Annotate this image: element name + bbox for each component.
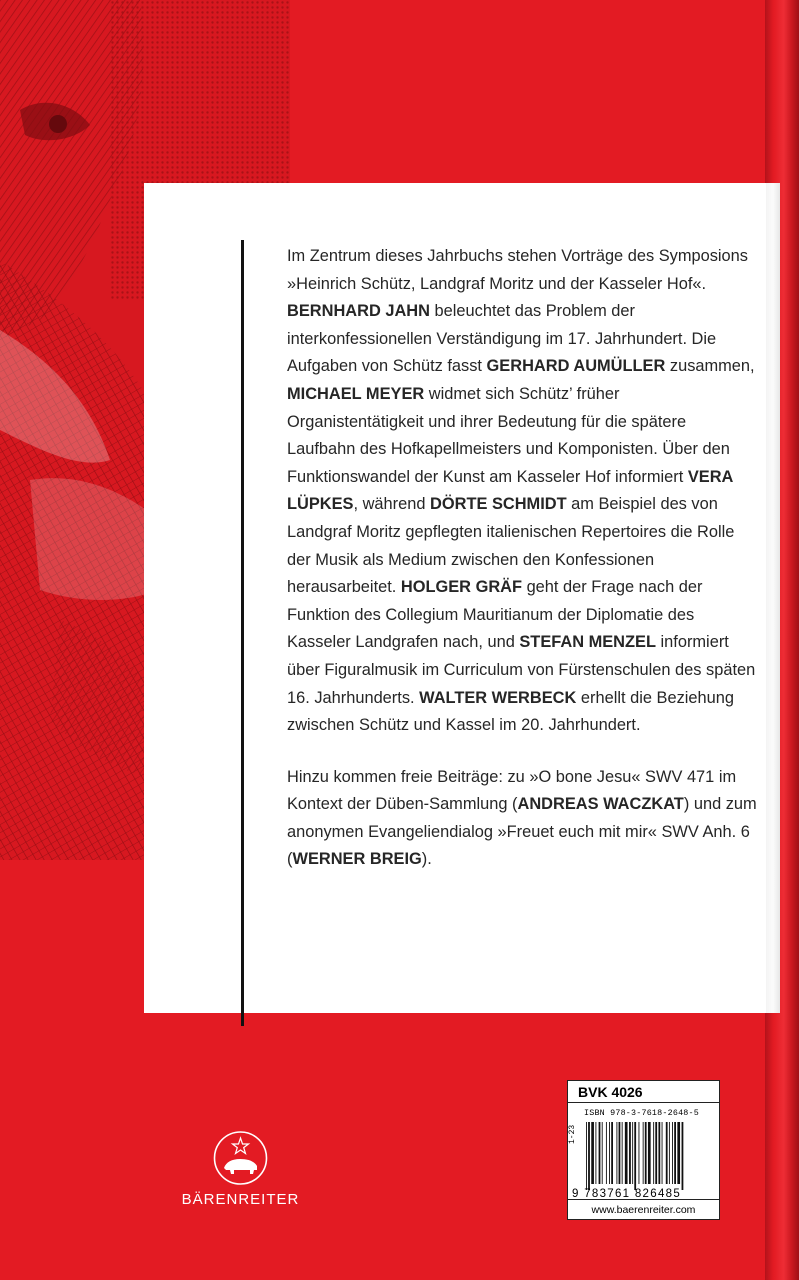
barcode-bar [632,1122,633,1184]
barcode-bar [602,1122,603,1184]
author-name: HOLGER GRÄF [400,578,523,597]
barcode-bar [586,1122,587,1190]
author-name: WALTER WERBECK [419,688,577,707]
text-run: geht der Frage nach der Funktion des Collegium Mauritianum der Diplomatie des Kasseler Landgrafen nach, und [287,578,703,652]
barcode-bar [588,1122,590,1190]
barcode-bar [658,1122,660,1184]
barcode-bar [625,1122,628,1184]
paragraph [287,764,757,874]
barcode-bar [677,1122,680,1184]
author-name: VERA LÜPKES [287,467,733,514]
author-name: WERNER BREIG [292,850,422,869]
isbn-text: ISBN 978-3-7618-2648-5 [584,1108,699,1118]
barcode-box [567,1080,720,1220]
barcode-bar [622,1122,623,1184]
author-name: MICHAEL MEYER [287,384,425,403]
publisher-name: BÄRENREITER [181,1191,300,1208]
barcode-bar [672,1122,673,1184]
barcode-bar [595,1122,596,1184]
barcode-bar [643,1122,644,1184]
barcode-bar [648,1122,651,1184]
barcode-bar [611,1122,613,1184]
author-name: BERNHARD JAHN [287,302,430,321]
barcode-bar [674,1122,676,1184]
barcode-bar [655,1122,657,1184]
text-run: ). [421,850,432,869]
text-run: ) und zum anonymen Evangeliendialog »Freuet euch mit mir« SWV Anh. 6 ( [287,795,757,869]
barcode-bar [662,1122,663,1184]
barcode-icon [584,1122,708,1190]
publisher-url: www.baerenreiter.com [568,1199,719,1219]
text-run: Im Zentrum dieses Jahrbuchs stehen Vorträge des Symposions »Heinrich Schütz, Landgraf Moritz und der Kasseler Hof«. [287,247,748,293]
blurb-text [287,243,757,874]
barcode-bar [666,1122,668,1184]
panel-edge [766,183,780,1013]
text-run: informiert über Figuralmusik im Curriculum von Fürstenschulen des späten 16. Jahrhunderts. [287,633,756,707]
order-number: BVK 4026 [568,1081,719,1103]
text-run: , während [353,495,431,514]
barcode-bar [653,1122,654,1184]
author-name: GERHARD AUMÜLLER [486,357,666,376]
author-name: ANDREAS WACZKAT [517,795,684,814]
price-code: 1-23 [568,1124,577,1144]
barcode-bar [609,1122,610,1184]
text-run: Hinzu kommen freie Beiträge: zu »O bone Jesu« SWV 471 im Kontext der Düben-Sammlung ( [287,767,737,814]
barcode-bar [599,1122,601,1184]
barcode-number: 9 783761 826485 [572,1188,682,1200]
barcode-bar [606,1122,607,1184]
text-run: erhellt die Beziehung zwischen Schütz und Kassel im 20. Jahrhundert. [287,688,734,735]
text-run: am Beispiel des von Landgraf Moritz gepflegten italienischen Repertoires die Rolle der Musik als Medium zwischen den Konfessionen herausarbeitet. [287,495,735,597]
barcode-bar [682,1122,684,1190]
text-run: beleuchtet das Problem der interkonfessionellen Verständigung im 17. Jahrhundert. Die Aufgaben von Schütz fasst [287,302,717,376]
barcode-bar [616,1122,617,1184]
barcode-bar [629,1122,631,1184]
barcode-bar [645,1122,647,1184]
barcode-bar [634,1122,636,1190]
author-name: STEFAN MENZEL [519,633,656,652]
text-run: zusammen, [665,357,755,376]
vertical-rule [241,240,244,1026]
paragraph [287,243,757,740]
barcode-bar [639,1122,640,1184]
text-run: widmet sich Schütz’ früher Organistentätigkeit und ihrer Bedeutung für die spätere Laufbahn des Hofkapellmeisters und Komponisten. Über den Funktionswandel der Kunst am Kasseler Hof informiert [287,384,730,486]
author-name: DÖRTE SCHMIDT [430,495,567,514]
barcode-bar [619,1122,621,1184]
barcode-bar [591,1122,594,1184]
barcode-bar [669,1122,670,1184]
